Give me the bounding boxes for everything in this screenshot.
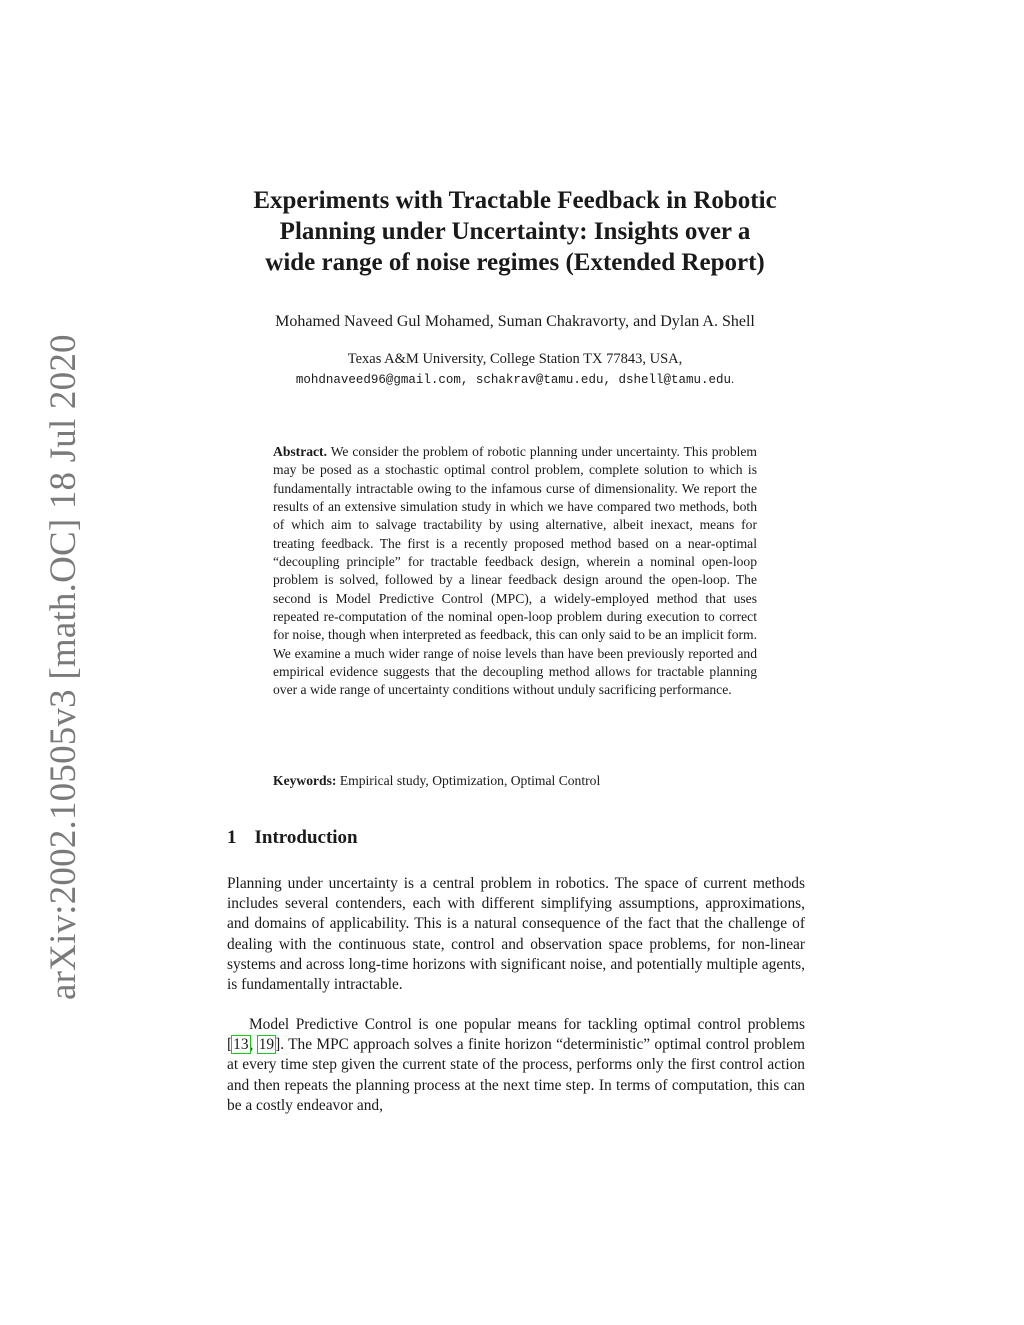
intro-paragraph-1: Planning under uncertainty is a central problem in robotics. The space of current methods includes several contenders, each with different simplifying assumptions, approximations, and domains of applicability. This is a natural consequence of the fact that the challenge of dealing with the continuous state, control and observation space problems, for non-linear systems and across long-time horizons with significant noise, and potentially multiple agents, is fundamentally intractable.	[227, 875, 805, 994]
citation-separator: ,	[249, 1036, 258, 1054]
abstract-label: Abstract.	[273, 444, 327, 459]
paragraph2-text-end: . The MPC approach solves a finite horizon “deterministic” optimal control problem at every time step given the current state of the process, performs only the first control action and then repeats the planning process at the next time step. In terms of computation, this can be a costly endeavor and,	[227, 1036, 805, 1114]
author-emails[interactable]	[200, 369, 830, 390]
title-line-3: wide range of noise regimes (Extended Report)	[265, 249, 765, 276]
keywords-text: Empirical study, Optimization, Optimal Control	[339, 773, 601, 788]
paper-title	[200, 185, 830, 278]
paragraph2-text-start: Model Predictive Control is one popular means for tackling optimal control problems	[249, 1016, 805, 1033]
citation-link-19[interactable]: 19	[258, 1036, 275, 1054]
keywords-label: Keywords:	[273, 773, 337, 788]
author-list: Mohamed Naveed Gul Mohamed, Suman Chakravorty, and Dylan A. Shell	[275, 313, 755, 330]
abstract-text: We consider the problem of robotic planning under uncertainty. This problem may be posed as a stochastic optimal control problem, complete solution to which is fundamentally intractable owing to the infamous curse of dimensionality. We report the results of an extensive simulation study in which we have compared two methods, both of which aim to salvage tractability by using alternative, albeit inexact, means for treating feedback. The first is a recently proposed method based on a near-optimal “decoupling principle” for tractable feedback design, wherein a nominal open-loop problem is solved, followed by a linear feedback design around the open-loop. The second is Model Predictive Control (MPC), a widely-employed method that uses repeated re-computation of the nominal open-loop problem during execution to correct for noise, though when interpreted as feedback, this can only said to be an implicit form. We examine a much wider range of noise levels than have been previously reported and empirical evidence suggests that the decoupling method allows for tractable planning over a wide range of uncertainty conditions without unduly sacrificing performance.	[273, 444, 757, 698]
citation-close-bracket: ]	[275, 1036, 281, 1054]
email-addresses[interactable]: mohdnaveed96@gmail.com, schakrav@tamu.edu, dshell@tamu.edu	[295, 373, 731, 387]
section-title: Introduction	[254, 827, 358, 848]
intro-paragraph-2	[227, 1015, 805, 1116]
title-line-2: Planning under Uncertainty: Insights over a	[279, 218, 751, 245]
arxiv-identifier: arXiv:2002.10505v3 [math.OC] 18 Jul 2020	[43, 334, 84, 1000]
section-heading-introduction	[227, 826, 358, 850]
email-period: .	[730, 372, 735, 386]
institution: Texas A&M University, College Station TX 77843, USA,	[347, 351, 683, 367]
citation-link-13[interactable]: 13	[233, 1036, 249, 1054]
citation-open-bracket: [	[227, 1036, 233, 1054]
keywords	[273, 772, 757, 790]
affiliation-block	[200, 349, 830, 390]
abstract	[273, 443, 757, 700]
section-number: 1	[227, 827, 237, 848]
title-line-1: Experiments with Tractable Feedback in Robotic	[253, 187, 777, 214]
